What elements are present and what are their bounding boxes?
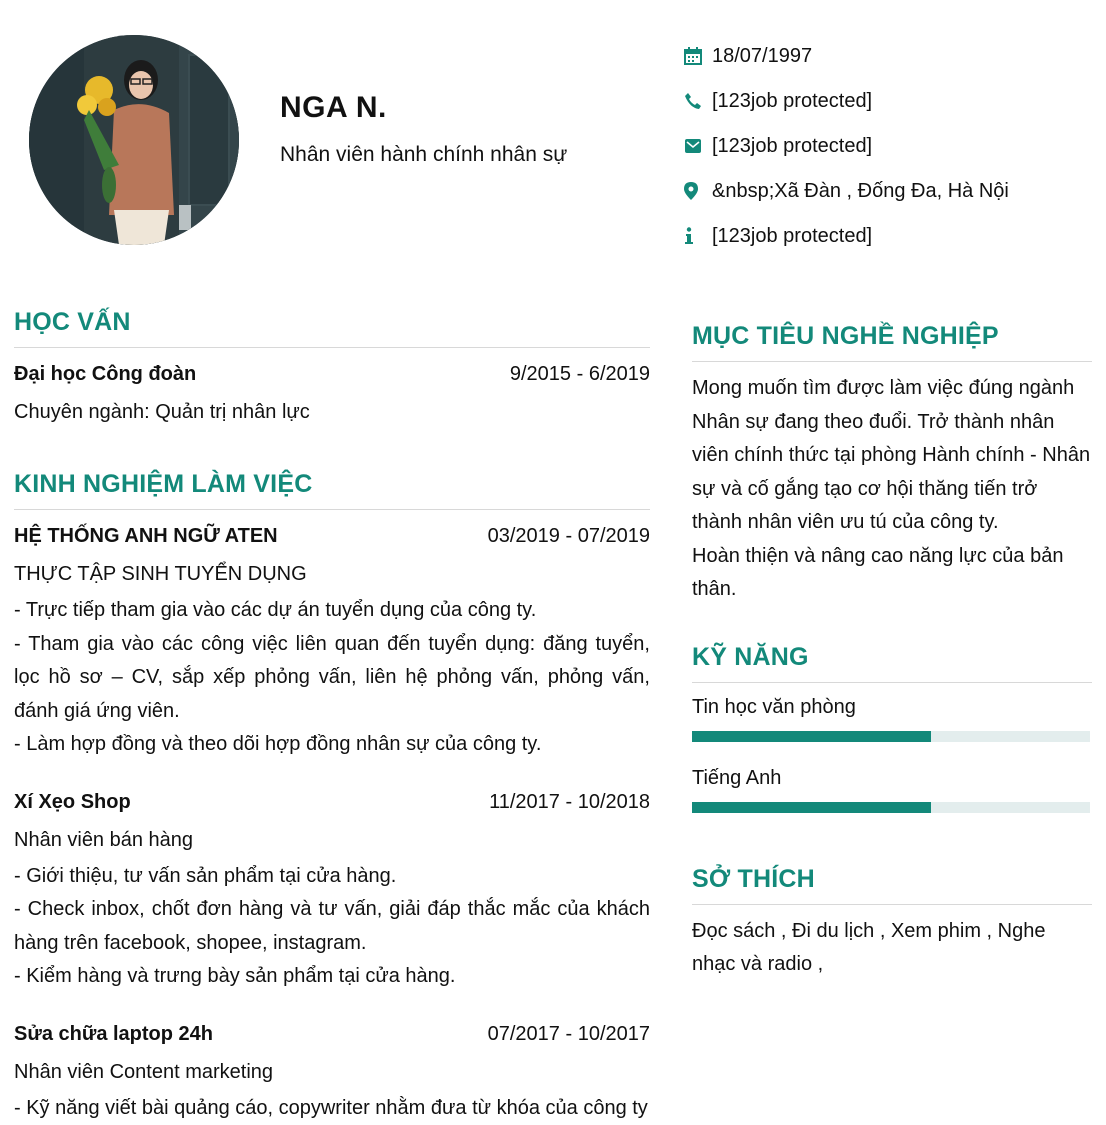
skill-bar [692,802,1090,813]
job-duty: - Kiểm hàng và trưng bày sản phẩm tại cửa hàng. [14,960,650,994]
contact-info [684,222,1009,267]
section-title: HỌC VẤN [14,308,650,348]
education-date: 9/2015 - 6/2019 [510,360,650,388]
job-date: 07/2017 - 10/2017 [488,1020,650,1048]
section-title: SỞ THÍCH [692,865,1092,905]
contact-email [684,132,1009,177]
candidate-name: NGA N. [280,91,387,125]
contact-text: [123job protected] [712,222,872,250]
contact-phone [684,87,1009,132]
job-title: Nhân viên hành chính nhân sự [280,143,567,167]
avatar [29,35,239,245]
skill-bar-fill [692,731,931,742]
skill-name: Tin học văn phòng [692,693,1092,721]
job-duty: - Check inbox, chốt đơn hàng và tư vấn, giải đáp thắc mắc của khách hàng trên facebook, shopee, instagram. [14,893,650,960]
map-pin-icon [684,177,712,200]
company-name: HỆ THỐNG ANH NGỮ ATEN [14,522,278,550]
section-title: KINH NGHIỆM LÀM VIỆC [14,470,650,510]
section-title: MỤC TIÊU NGHỀ NGHIỆP [692,322,1092,362]
contact-list [684,42,1009,267]
right-column [692,322,1092,982]
contact-address [684,177,1009,222]
job-duty: - Giới thiệu, tư vấn sản phẩm tại cửa hàng. [14,860,650,894]
contact-text: 18/07/1997 [712,42,812,70]
skill-bar-fill [692,802,931,813]
education-section [14,308,650,426]
job-description [14,860,650,994]
envelope-icon [684,132,712,155]
objective-text [692,372,1092,607]
contact-text: &nbsp;Xã Đàn , Đống Đa, Hà Nội [712,177,1009,205]
job-entry [14,788,650,994]
profile-photo [29,35,239,245]
job-entry [14,522,650,762]
job-role: Nhân viên Content marketing [14,1058,650,1086]
company-name: Sửa chữa laptop 24h [14,1020,213,1048]
job-duty: - Tham gia vào các công việc liên quan đến tuyển dụng: đăng tuyển, lọc hồ sơ – CV, sắp xếp phỏng vấn, liên hệ phỏng vấn, phỏng vấn, đánh giá ứng viên. [14,628,650,729]
job-date: 03/2019 - 07/2019 [488,522,650,550]
contact-birthdate [684,42,1009,87]
job-duty: - Kỹ năng viết bài quảng cáo, copywriter nhằm đưa từ khóa của công ty [14,1092,650,1125]
contact-text[interactable]: [123job protected] [712,87,872,115]
school-name: Đại học Công đoàn [14,360,196,388]
job-header [14,1020,650,1048]
skills-section [692,643,1092,813]
skill-bar [692,731,1090,742]
job-date: 11/2017 - 10/2018 [489,788,650,816]
objective-section [692,322,1092,607]
objective-paragraph: Mong muốn tìm được làm việc đúng ngành Nhân sự đang theo đuổi. Trở thành nhân viên chính thức tại phòng Hành chính - Nhân sự và cố gắng tạo cơ hội thăng tiến trở thành nhân viên ưu tú của công ty. [692,372,1092,540]
contact-text[interactable]: [123job protected] [712,132,872,160]
skill-name: Tiếng Anh [692,764,1092,792]
education-entry-header [14,360,650,388]
job-header [14,522,650,550]
calendar-icon [684,42,712,65]
job-role: Nhân viên bán hàng [14,826,650,854]
job-description [14,594,650,762]
company-name: Xí Xẹo Shop [14,788,131,816]
info-icon [684,222,712,245]
hobbies-section [692,865,1092,982]
job-duty: - Làm hợp đồng và theo dõi hợp đồng nhân sự của công ty. [14,728,650,762]
section-title: KỸ NĂNG [692,643,1092,683]
job-header [14,788,650,816]
job-duty: - Trực tiếp tham gia vào các dự án tuyển dụng của công ty. [14,594,650,628]
left-column [14,308,650,1125]
hobbies-text: Đọc sách , Đi du lịch , Xem phim , Nghe nhạc và radio , [692,915,1092,982]
experience-section [14,470,650,1125]
phone-icon [684,87,712,110]
job-role: THỰC TẬP SINH TUYỂN DỤNG [14,560,650,588]
job-entry [14,1020,650,1125]
objective-paragraph: Hoàn thiện và nâng cao năng lực của bản thân. [692,540,1092,607]
education-major: Chuyên ngành: Quản trị nhân lực [14,398,650,426]
